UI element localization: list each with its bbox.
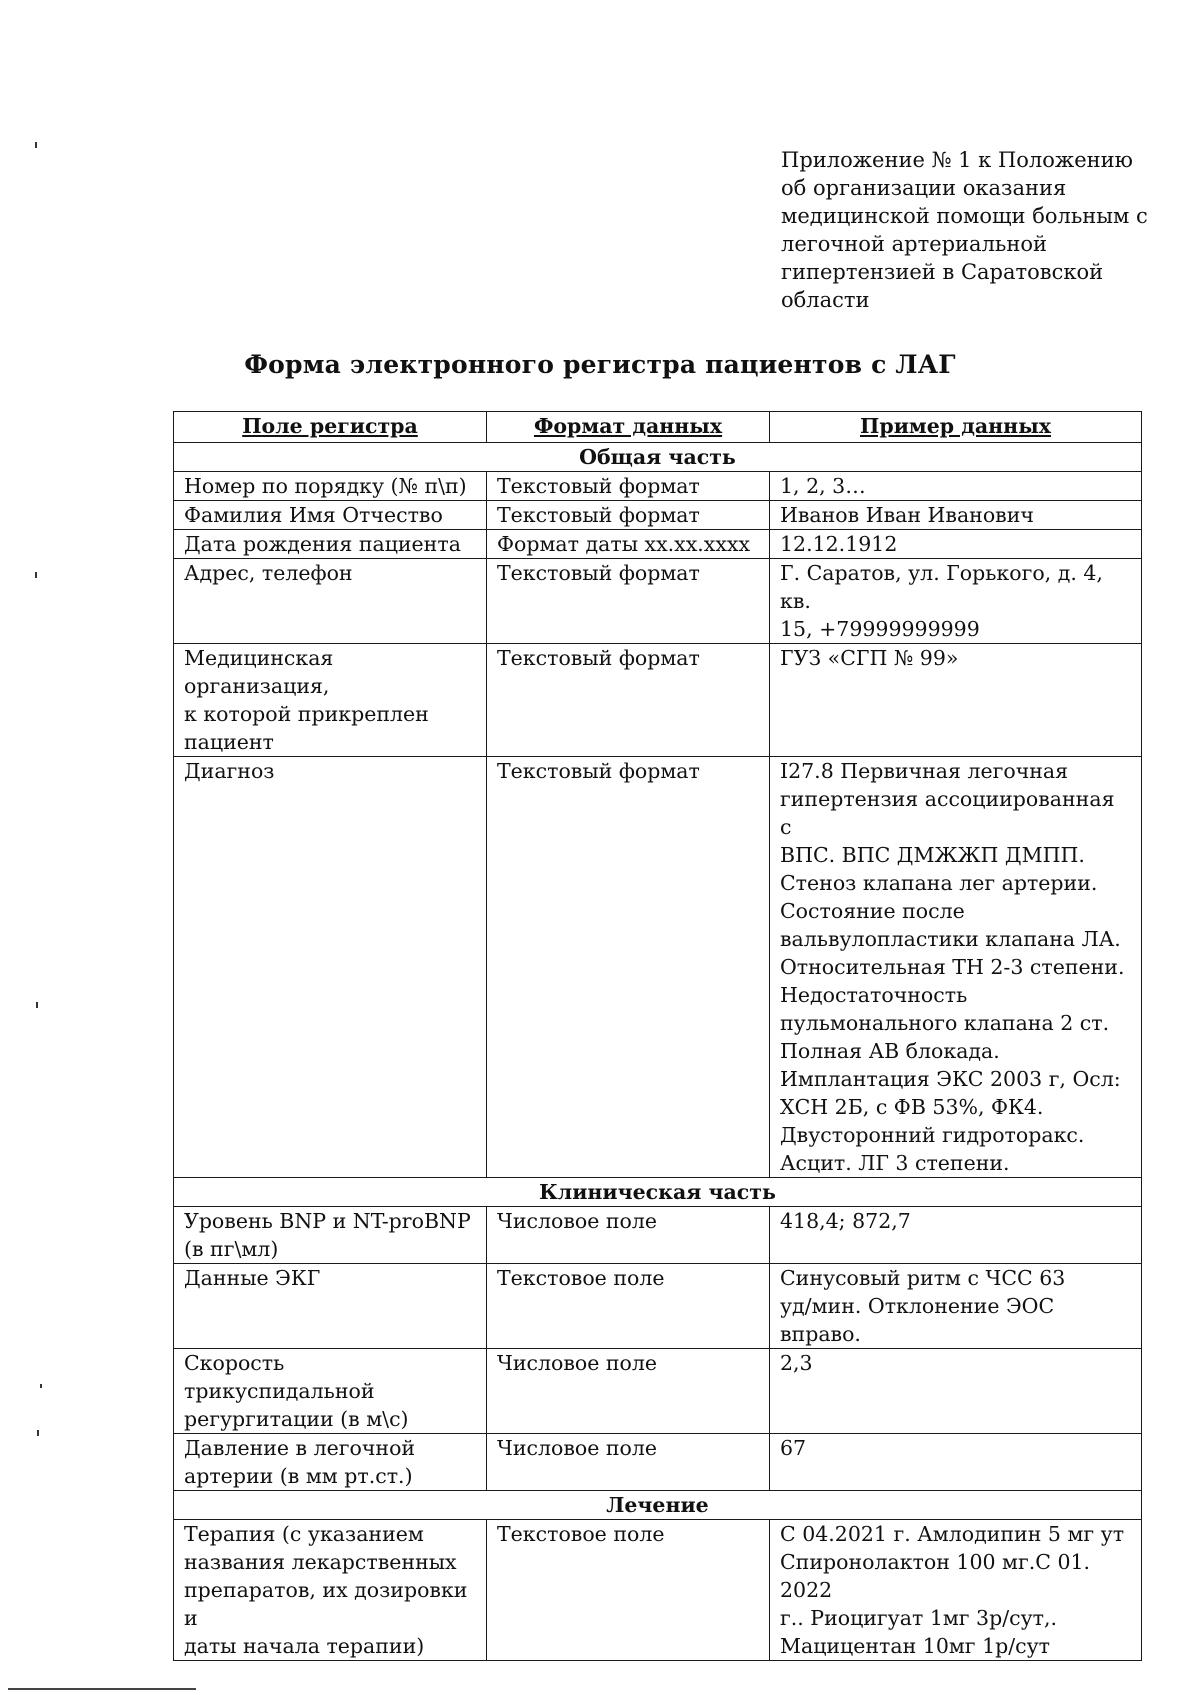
section-title: Общая часть: [174, 443, 1142, 472]
cell-field: Диагноз: [174, 757, 487, 1178]
table-row: [174, 1520, 1142, 1661]
scan-speck: [35, 572, 37, 578]
cell-field: Дата рождения пациента: [174, 530, 487, 559]
header-format: Формат данных: [487, 412, 770, 443]
cell-example: 2,3: [770, 1349, 1142, 1434]
scan-speck: [35, 142, 37, 148]
table-row: [174, 559, 1142, 644]
registry-table: [173, 411, 1142, 1661]
section-title: Клиническая часть: [174, 1178, 1142, 1207]
table-row: [174, 1349, 1142, 1434]
cell-field: Адрес, телефон: [174, 559, 487, 644]
cell-format: Текстовый формат: [487, 757, 770, 1178]
cell-field: Данные ЭКГ: [174, 1264, 487, 1349]
section-title: Лечение: [174, 1491, 1142, 1520]
cell-format: Текстовый формат: [487, 501, 770, 530]
appendix-line: области: [781, 288, 870, 312]
cell-example: 1, 2, 3…: [770, 472, 1142, 501]
header-field: Поле регистра: [174, 412, 487, 443]
appendix-line: гипертензией в Саратовской: [781, 260, 1104, 284]
cell-format: Текстовый формат: [487, 559, 770, 644]
scan-speck: [37, 1430, 39, 1436]
scan-speck: [40, 1384, 42, 1388]
table-row: [174, 530, 1142, 559]
scan-speck: [36, 1002, 38, 1008]
table-row: [174, 757, 1142, 1178]
cell-example: Иванов Иван Иванович: [770, 501, 1142, 530]
appendix-line: медицинской помощи больным с: [781, 204, 1148, 228]
cell-example: I27.8 Первичная легочная гипертензия ассоциированная с ВПС. ВПС ДМЖЖП ДМПП. Стеноз клапана лег артерии. Состояние после вальвулопластики клапана ЛА. Относительная ТН 2-3 степени. Недостаточность пульмонального клапана 2 ст. Полная АВ блокада. Имплантация ЭКС 2003 г, Осл: ХСН 2Б, с ФВ 53%, ФК4. Двусторонний гидроторакс. Асцит. ЛГ 3 степени.: [770, 757, 1142, 1178]
appendix-line: об организации оказания: [781, 176, 1067, 200]
cell-field: Номер по порядку (№ п\п): [174, 472, 487, 501]
table-row: [174, 472, 1142, 501]
scan-edge-line: [8, 1688, 196, 1690]
table-row: [174, 644, 1142, 757]
cell-example: 12.12.1912: [770, 530, 1142, 559]
cell-format: Формат даты хх.хх.хххх: [487, 530, 770, 559]
document-title: Форма электронного регистра пациентов с ЛАГ: [244, 350, 956, 379]
cell-field: Терапия (с указанием названия лекарственных препаратов, их дозировки и даты начала терапии): [174, 1520, 487, 1661]
cell-format: Текстовое поле: [487, 1264, 770, 1349]
section-row: [174, 1178, 1142, 1207]
cell-format: Текстовый формат: [487, 644, 770, 757]
cell-example: 67: [770, 1434, 1142, 1491]
section-row: [174, 1491, 1142, 1520]
cell-example: 418,4; 872,7: [770, 1207, 1142, 1264]
cell-example: Синусовый ритм с ЧСС 63 уд/мин. Отклонение ЭОС вправо.: [770, 1264, 1142, 1349]
registry-body: [174, 443, 1142, 1661]
table-header-row: [174, 412, 1142, 443]
cell-example: ГУЗ «СГП № 99»: [770, 644, 1142, 757]
cell-example: С 04.2021 г. Амлодипин 5 мг ут Спиронолактон 100 мг.С 01. 2022 г.. Риоцигуат 1мг 3р/сут,. Мацицентан 10мг 1р/сут: [770, 1520, 1142, 1661]
table-row: [174, 1207, 1142, 1264]
cell-field: Медицинская организация, к которой прикреплен пациент: [174, 644, 487, 757]
section-row: [174, 443, 1142, 472]
cell-field: Уровень BNP и NT-proBNP (в пг\мл): [174, 1207, 487, 1264]
cell-format: Числовое поле: [487, 1349, 770, 1434]
appendix-line: легочной артериальной: [781, 232, 1047, 256]
table-row: [174, 1264, 1142, 1349]
appendix-line: Приложение № 1 к Положению: [781, 148, 1133, 172]
cell-field: Скорость трикуспидальной регургитации (в м\с): [174, 1349, 487, 1434]
table-row: [174, 501, 1142, 530]
appendix-note: [781, 146, 1161, 314]
cell-format: Текстовый формат: [487, 472, 770, 501]
cell-field: Фамилия Имя Отчество: [174, 501, 487, 530]
cell-format: Текстовое поле: [487, 1520, 770, 1661]
header-example: Пример данных: [770, 412, 1142, 443]
cell-example: Г. Саратов, ул. Горького, д. 4, кв. 15, +79999999999: [770, 559, 1142, 644]
cell-field: Давление в легочной артерии (в мм рт.ст.): [174, 1434, 487, 1491]
cell-format: Числовое поле: [487, 1434, 770, 1491]
table-row: [174, 1434, 1142, 1491]
cell-format: Числовое поле: [487, 1207, 770, 1264]
